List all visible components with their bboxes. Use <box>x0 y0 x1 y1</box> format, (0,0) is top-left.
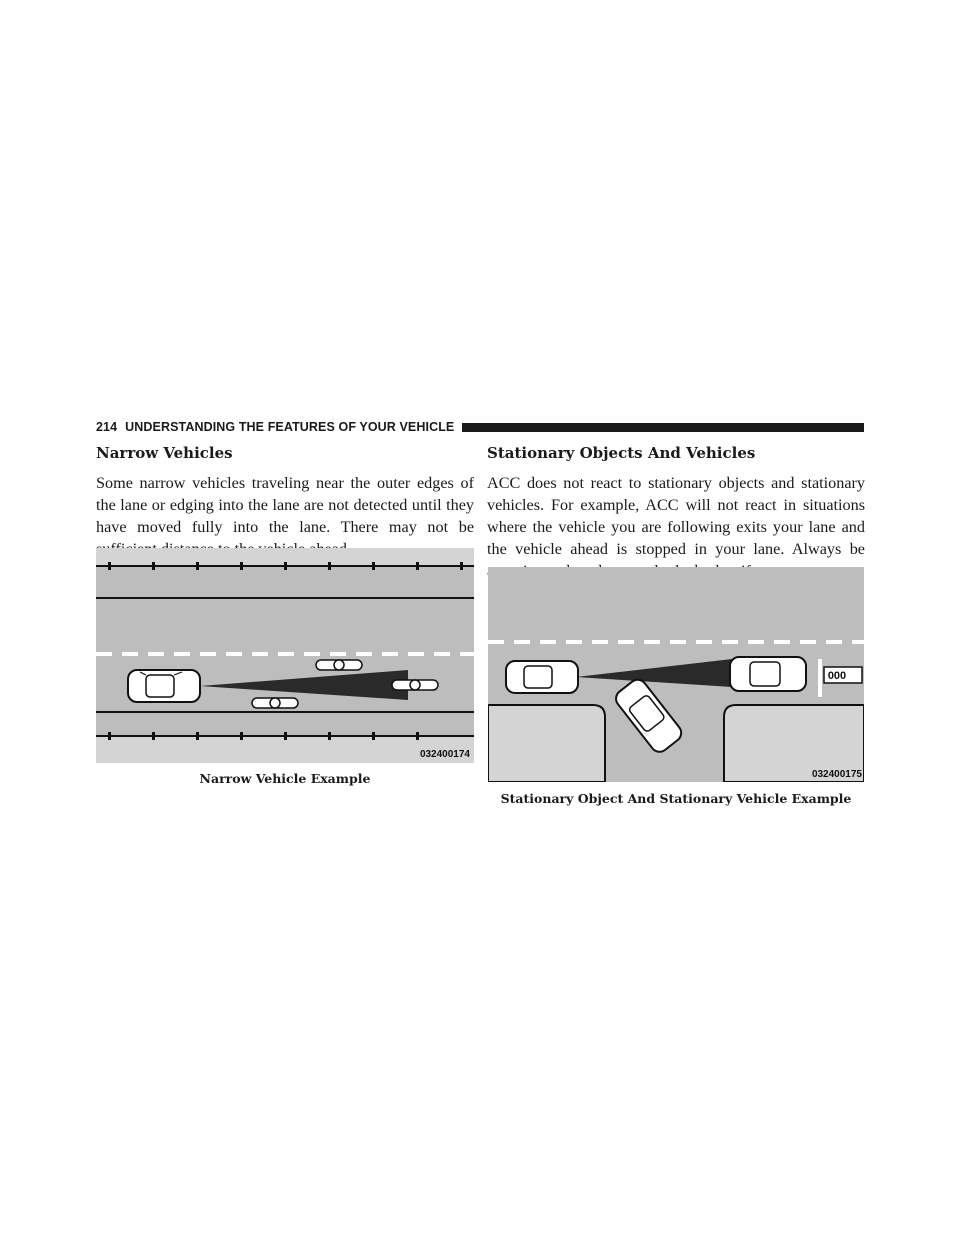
figure-code: 032400175 <box>811 769 862 780</box>
section-heading-stationary-objects: Stationary Objects And Vehicles <box>487 444 756 462</box>
car-icon <box>730 657 806 691</box>
narrow-vehicles-section <box>96 438 474 560</box>
stationary-object-illustration <box>488 567 864 782</box>
page-header <box>96 418 864 436</box>
motorcycle-icon <box>252 698 298 708</box>
sign-text: 000 <box>827 670 847 682</box>
stationary-object-figure <box>488 567 864 782</box>
stationary-object-caption: Stationary Object And Stationary Vehicle Example <box>500 791 852 806</box>
narrow-vehicle-illustration <box>96 548 474 763</box>
stationary-objects-section <box>487 438 865 582</box>
page-number: 214 <box>96 420 118 434</box>
motorcycle-icon <box>392 680 438 690</box>
header-rule <box>462 423 864 432</box>
narrow-vehicle-figure <box>96 548 474 763</box>
stationary-objects-paragraph: ACC does not react to stationary objects and stationary vehicles. For example, ACC will not react in situations where the vehicle you are following exits your lane and the vehicle ahead is stopped in your lane. Always be <box>487 474 865 558</box>
narrow-vehicles-paragraph: Some narrow vehicles traveling near the outer edges of the lane or edging into the lane are not detected until they have moved fully into the lane. There may not be <box>96 474 474 536</box>
figure-code: 032400174 <box>419 749 470 760</box>
car-icon <box>506 661 578 693</box>
motorcycle-icon <box>316 660 362 670</box>
header-title: UNDERSTANDING THE FEATURES OF YOUR VEHICLE <box>125 420 455 434</box>
car-icon <box>128 670 200 702</box>
narrow-vehicle-caption: Narrow Vehicle Example <box>199 771 371 786</box>
section-heading-narrow-vehicles: Narrow Vehicles <box>96 444 233 462</box>
